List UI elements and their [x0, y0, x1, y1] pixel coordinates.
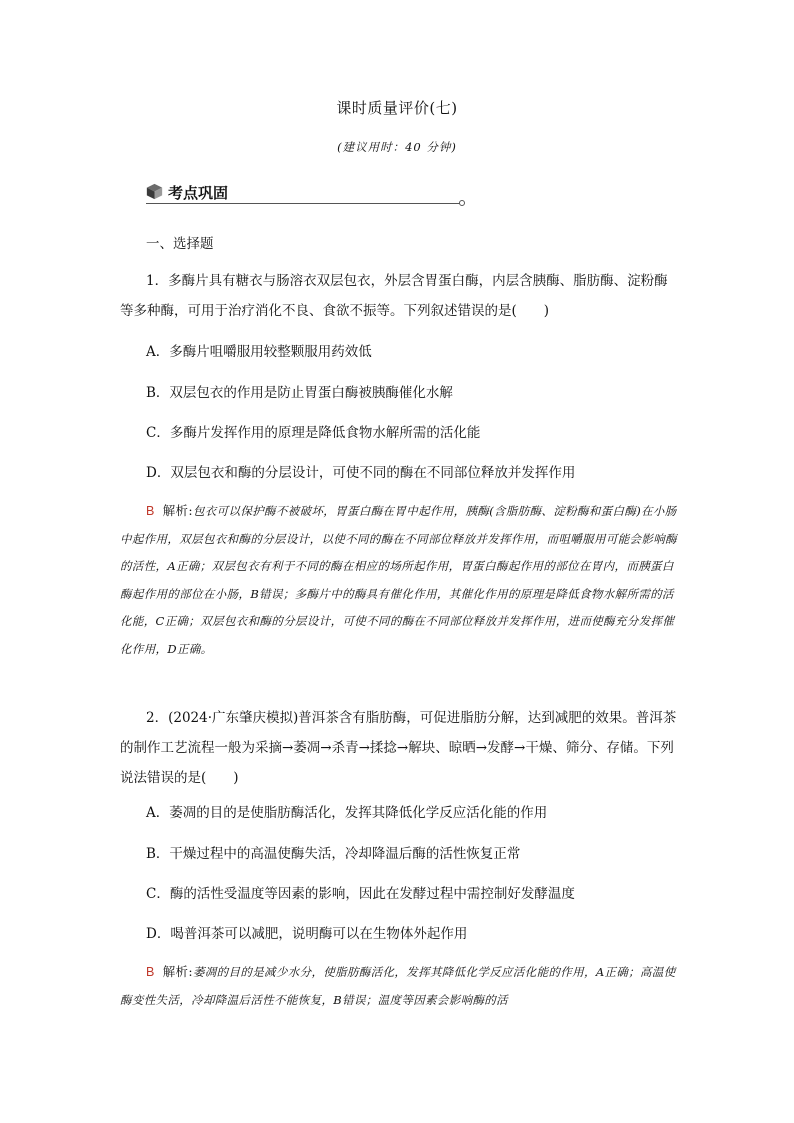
section-label: 考点巩固 — [168, 184, 229, 202]
question-stem: 2．(2024·广东肇庆模拟)普洱茶含有脂肪酶，可促进脂肪分解，达到减肥的效果。普洱茶的制作工艺流程一般为采摘→萎凋→杀青→揉捻→解块、晾晒→发酵→干燥、筛分、存储。下列说法错误的是( ) — [120, 710, 677, 786]
answer-letter: B — [146, 504, 155, 518]
analysis-label: 解析: — [162, 503, 193, 518]
section-divider — [146, 203, 461, 204]
option-b: B．干燥过程中的高温使酶失活，冷却降温后酶的活性恢复正常 — [146, 846, 521, 862]
option-a: A．多酶片咀嚼服用较整颗服用药效低 — [146, 344, 372, 360]
part-heading: 一、选择题 — [146, 236, 214, 252]
option-b: B．双层包衣的作用是防止胃蛋白酶被胰酶催化水解 — [146, 385, 453, 401]
option-d: D．喝普洱茶可以减肥，说明酶可以在生物体外起作用 — [146, 926, 468, 942]
answer-letter: B — [146, 965, 155, 979]
analysis-label: 解析: — [162, 964, 193, 979]
analysis-paragraph — [120, 497, 680, 663]
page-title: 课时质量评价(七) — [336, 99, 458, 117]
cube-icon — [146, 183, 163, 200]
question-stem: 1．多酶片具有糖衣与肠溶衣双层包衣，外层含胃蛋白酶，内层含胰酶、脂肪酶、淀粉酶等多种酶，可用于治疗消化不良、食欲不振等。下列叙述错误的是( ) — [120, 273, 668, 319]
option-c: C．多酶片发挥作用的原理是降低食物水解所需的活化能 — [146, 425, 481, 441]
option-d: D．双层包衣和酶的分层设计，可使不同的酶在不同部位释放并发挥作用 — [146, 465, 576, 481]
page-subtitle: (建议用时：40 分钟) — [337, 140, 457, 154]
analysis-paragraph — [120, 958, 680, 1014]
analysis-text: 萎凋的目的是减少水分，使脂肪酶活化，发挥其降低化学反应活化能的作用，A正确；高温使酶变性失活，冷却降温后活性不能恢复，B错误；温度等因素会影响酶的活 — [120, 965, 676, 1007]
option-a: A．萎凋的目的是使脂肪酶活化，发挥其降低化学反应活化能的作用 — [146, 805, 548, 821]
divider-end-dot — [459, 200, 465, 206]
section-header — [146, 182, 466, 208]
option-c: C．酶的活性受温度等因素的影响，因此在发酵过程中需控制好发酵温度 — [146, 886, 575, 902]
analysis-text: 包衣可以保护酶不被破坏，胃蛋白酶在胃中起作用，胰酶(含脂肪酶、淀粉酶和蛋白酶)在小肠中起作用，双层包衣和酶的分层设计，以使不同的酶在不同部位释放并发挥作用，而咀嚼服用可能会影响酶的活性，A正确；双层包衣有利于不同的酶在相应的场所起作用，胃蛋白酶起作用的部位在胃内，而胰蛋白酶起作用的部位在小肠，B错误；多酶片中的酶具有催化作用，其催化作用的原理是降低食物水解所需的活化能，C正确；双层包衣和酶的分层设计，可使不同的酶在不同部位释放并发挥作用，进而使酶充分发挥催化作用，D正确。 — [120, 504, 677, 656]
